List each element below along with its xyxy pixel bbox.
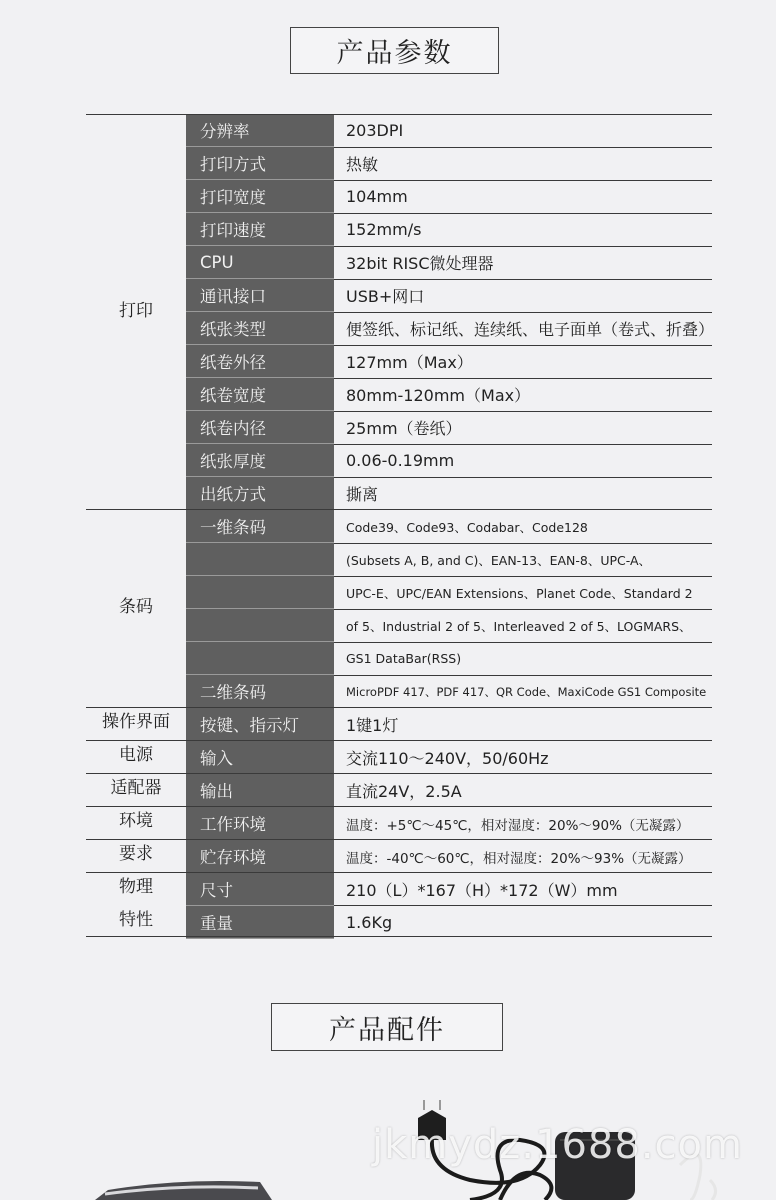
row-value: 25mm（卷纸） — [346, 419, 462, 438]
row-value: 直流24V，2.5A — [346, 782, 462, 801]
group-label: 特性 — [119, 910, 153, 930]
group-rule — [86, 740, 712, 741]
row-value: 1.6Kg — [346, 913, 393, 932]
row-value: 152mm/s — [346, 220, 422, 239]
watermark-text: jkmydz.1688.com — [372, 1122, 743, 1168]
row-rule — [334, 905, 712, 906]
row-rule — [334, 477, 712, 478]
row-label — [186, 543, 334, 576]
row-label: 输入 — [186, 741, 334, 774]
row-label: 分辨率 — [186, 114, 334, 147]
row-label — [186, 609, 334, 642]
row-label: 纸卷宽度 — [186, 378, 334, 411]
page-title — [290, 27, 499, 74]
group-label: 要求 — [119, 844, 153, 864]
row-label: 二维条码 — [186, 675, 334, 708]
row-value: (Subsets A, B, and C)、EAN-13、EAN-8、UPC-A、 — [346, 552, 652, 568]
group-cell-barcode — [86, 508, 186, 706]
row-value: 210（L）*167（H）*172（W）mm — [346, 881, 618, 900]
row-rule — [334, 609, 712, 610]
group-rule — [86, 872, 712, 873]
row-value: of 5、Industrial 2 of 5、Interleaved 2 of 5、LOGMARS、 — [346, 618, 692, 634]
row-label: 重量 — [186, 906, 334, 939]
row-label: 贮存环境 — [186, 840, 334, 873]
row-rule — [334, 180, 712, 181]
row-rule — [334, 543, 712, 544]
row-value: 104mm — [346, 187, 408, 206]
row-label: 打印宽度 — [186, 180, 334, 213]
row-value: USB+网口 — [346, 287, 425, 306]
group-rule — [86, 707, 712, 708]
group-rule — [86, 773, 712, 774]
row-label: 纸张类型 — [186, 312, 334, 345]
row-label: 纸卷外径 — [186, 345, 334, 378]
row-value: 热敏 — [346, 155, 379, 174]
row-label: 输出 — [186, 774, 334, 807]
row-value: 便签纸、标记纸、连续纸、电子面单（卷式、折叠） — [346, 320, 715, 339]
row-value: 0.06-0.19mm — [346, 451, 455, 470]
row-value: 撕离 — [346, 485, 379, 504]
row-value: 1键1灯 — [346, 716, 399, 735]
row-value: 交流110～240V，50/60Hz — [346, 749, 549, 768]
row-label: 工作环境 — [186, 807, 334, 840]
row-value: Code39、Code93、Codabar、Code128 — [346, 519, 588, 535]
group-cell-print — [86, 114, 186, 508]
row-rule — [334, 345, 712, 346]
row-value: 32bit RISC微处理器 — [346, 254, 494, 273]
spec-table — [86, 114, 715, 936]
group-rule — [86, 839, 712, 840]
row-rule — [334, 279, 712, 280]
group-cell-env — [86, 805, 186, 838]
row-label: 出纸方式 — [186, 477, 334, 510]
group-label: 操作界面 — [102, 712, 170, 732]
group-cell-physical — [86, 871, 186, 937]
row-label — [186, 642, 334, 675]
row-value: 127mm（Max） — [346, 353, 473, 372]
row-label: 纸卷内径 — [186, 411, 334, 444]
row-label — [186, 576, 334, 609]
row-label: 按键、指示灯 — [186, 708, 334, 741]
row-label: CPU — [186, 246, 334, 279]
row-value: GS1 DataBar(RSS) — [346, 651, 462, 666]
group-label: 环境 — [119, 811, 153, 831]
group-label: 打印 — [119, 300, 153, 321]
row-value: 80mm-120mm（Max） — [346, 386, 531, 405]
row-rule — [334, 411, 712, 412]
row-label: 纸张厚度 — [186, 444, 334, 477]
row-label: 打印速度 — [186, 213, 334, 246]
usb-cable-end — [710, 1180, 716, 1200]
row-value: 温度：-40℃～60℃，相对湿度：20%～93%（无凝露） — [346, 850, 692, 867]
accessories-title-text: 产品配件 — [329, 1014, 445, 1046]
group-label: 条码 — [119, 596, 153, 617]
row-value: 温度：+5℃～45℃，相对湿度：20%～90%（无凝露） — [346, 817, 690, 834]
group-rule — [86, 806, 712, 807]
row-rule — [334, 378, 712, 379]
group-cell-power — [86, 739, 186, 772]
group-cell-req — [86, 838, 186, 871]
row-rule — [334, 213, 712, 214]
row-rule — [334, 444, 712, 445]
row-label: 打印方式 — [186, 147, 334, 180]
group-label: 电源 — [119, 745, 153, 765]
group-label: 适配器 — [110, 778, 162, 798]
table-top-rule — [86, 114, 712, 115]
page-title-text: 产品参数 — [336, 38, 453, 69]
row-rule — [334, 642, 712, 643]
accessories-title — [271, 1003, 503, 1051]
row-rule — [334, 246, 712, 247]
group-cell-adapter — [86, 772, 186, 805]
row-rule — [334, 312, 712, 313]
group-rule — [86, 509, 712, 510]
row-rule — [334, 147, 712, 148]
row-value: 203DPI — [346, 121, 404, 140]
group-label: 物理 — [119, 877, 153, 897]
row-label: 尺寸 — [186, 873, 334, 906]
row-value: MicroPDF 417、PDF 417、QR Code、MaxiCode GS1 Composite — [346, 684, 707, 699]
row-rule — [334, 675, 712, 676]
row-value: UPC-E、UPC/EAN Extensions、Planet Code、Standard 2 — [346, 585, 693, 601]
row-label: 一维条码 — [186, 510, 334, 543]
row-label: 通讯接口 — [186, 279, 334, 312]
table-bottom-rule — [86, 936, 712, 937]
row-rule — [334, 576, 712, 577]
group-cell-ui — [86, 706, 186, 739]
